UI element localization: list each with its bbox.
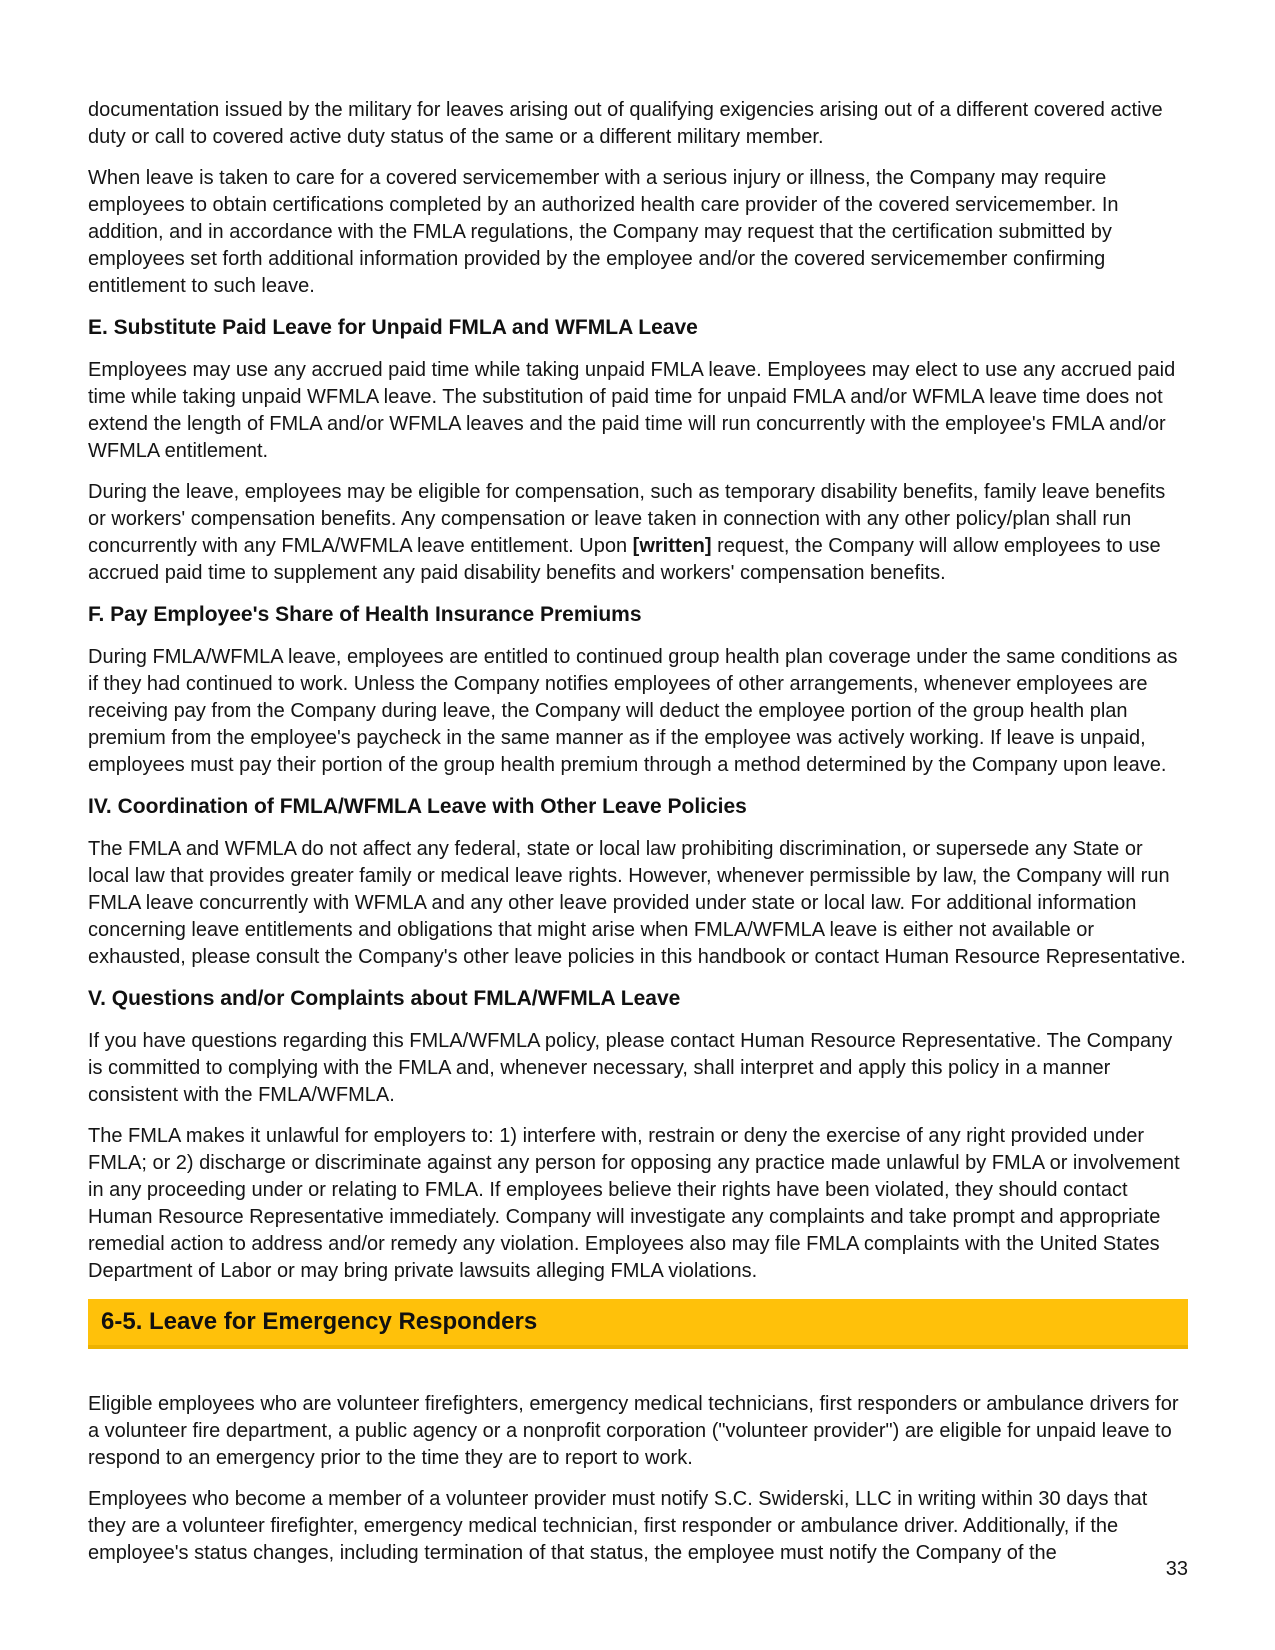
body-paragraph-unlawful-acts: The FMLA makes it unlawful for employers to: 1) interfere with, restrain or deny the exercise of any right provided under FMLA; or 2) discharge or discriminate against any person for opposing any practice made unlawful by FMLA or involvement in any proceeding under or relating to FMLA. If employees believe their rights have been violated, they should contact Human Resource Representative immediately. Company will investigate any complaints and take prompt and appropriate remedial action to address and/or remedy any violation. Employees also may file FMLA complaints with the United States Department of Labor or may bring private lawsuits alleging FMLA violations. [88,1125,1180,1282]
inline-bold-written: [written] [632,535,712,557]
body-paragraph-group-health-plan: During FMLA/WFMLA leave, employees are entitled to continued group health plan coverage under the same conditions as if they had continued to work. Unless the Company notifies employees of other arrangements, whenever employees are receiving pay from the Company during leave, the Company will deduct the employee portion of the group health plan premium from the employee's paycheck in the same manner as if the employee was actively working. If leave is unpaid, employees must pay their portion of the group health premium through a method determined by the Company upon leave. [88,646,1178,776]
body-paragraph-accrued-paid-time: Employees may use any accrued paid time while taking unpaid FMLA leave. Employees may elect to use any accrued paid time while taking unpaid WFMLA leave. The substitution of paid time for unpaid FMLA and/or WFMLA leave time does not extend the length of FMLA and/or WFMLA leaves and the paid time will run concurrently with the employee's FMLA and/or WFMLA entitlement. [88,359,1176,462]
body-paragraph-continuation: documentation issued by the military for leaves arising out of qualifying exigencies arising out of a different covered active duty or call to covered active duty status of the same or a different military member. [88,99,1163,148]
section-heading-f-health-insurance: F. Pay Employee's Share of Health Insurance Premiums [88,603,642,626]
page-number: 33 [1165,1558,1188,1580]
body-paragraph-compensation [88,479,1188,587]
body-paragraph-coordination: The FMLA and WFMLA do not affect any federal, state or local law prohibiting discrimination, or supersede any State or local law that provides greater family or medical leave rights. However, whenever permissible by law, the Company will run FMLA leave concurrently with WFMLA and any other leave provided under state or local law. For additional information concerning leave entitlements and obligations that might arise when FMLA/WFMLA leave is either not available or exhausted, please consult the Company's other leave policies in this handbook or contact Human Resource Representative. [88,838,1186,968]
section-banner-6-5-emergency-responders: 6-5. Leave for Emergency Responders [88,1299,1188,1349]
section-heading-v-questions-complaints: V. Questions and/or Complaints about FMLA/WFMLA Leave [88,987,681,1010]
body-paragraph-eligible-volunteers: Eligible employees who are volunteer firefighters, emergency medical technicians, first responders or ambulance drivers for a volunteer fire department, a public agency or a nonprofit corporation ("volunteer provider") are eligible for unpaid leave to respond to an emergency prior to the time they are to report to work. [88,1393,1179,1469]
body-paragraph-servicemember-certification: When leave is taken to care for a covered servicemember with a serious injury or illness, the Company may require employees to obtain certifications completed by an authorized health care provider of the covered servicemember. In addition, and in accordance with the FMLA regulations, the Company may request that the certification submitted by employees set forth additional information provided by the employee and/or the covered servicemember confirming entitlement to such leave. [88,167,1119,297]
page-content [88,97,1188,1581]
section-heading-e-substitute-paid-leave: E. Substitute Paid Leave for Unpaid FMLA and WFMLA Leave [88,316,698,339]
body-paragraph-questions: If you have questions regarding this FMLA/WFMLA policy, please contact Human Resource Representative. The Company is committed to complying with the FMLA and, whenever necessary, shall interpret and apply this policy in a manner consistent with the FMLA/WFMLA. [88,1030,1173,1106]
body-paragraph-volunteer-notification: Employees who become a member of a volunteer provider must notify S.C. Swiderski, LLC in writing within 30 days that they are a volunteer firefighter, emergency medical technician, first responder or ambulance driver. Additionally, if the employee's status changes, including termination of that status, the employee must notify the Company of the [88,1488,1148,1564]
section-heading-iv-coordination: IV. Coordination of FMLA/WFMLA Leave with Other Leave Policies [88,795,747,818]
paragraph-text-after-bold: request, the Company will allow employees to use accrued paid time to supplement any paid disability benefits and workers' compensation benefits. [88,535,1161,584]
paragraph-text-before-bold: During the leave, employees may be eligible for compensation, such as temporary disability benefits, family leave benefits or workers' compensation benefits. Any compensation or leave taken in connection with any other policy/plan shall run concurrently with any FMLA/WFMLA leave entitlement. Upon [88,481,1166,557]
